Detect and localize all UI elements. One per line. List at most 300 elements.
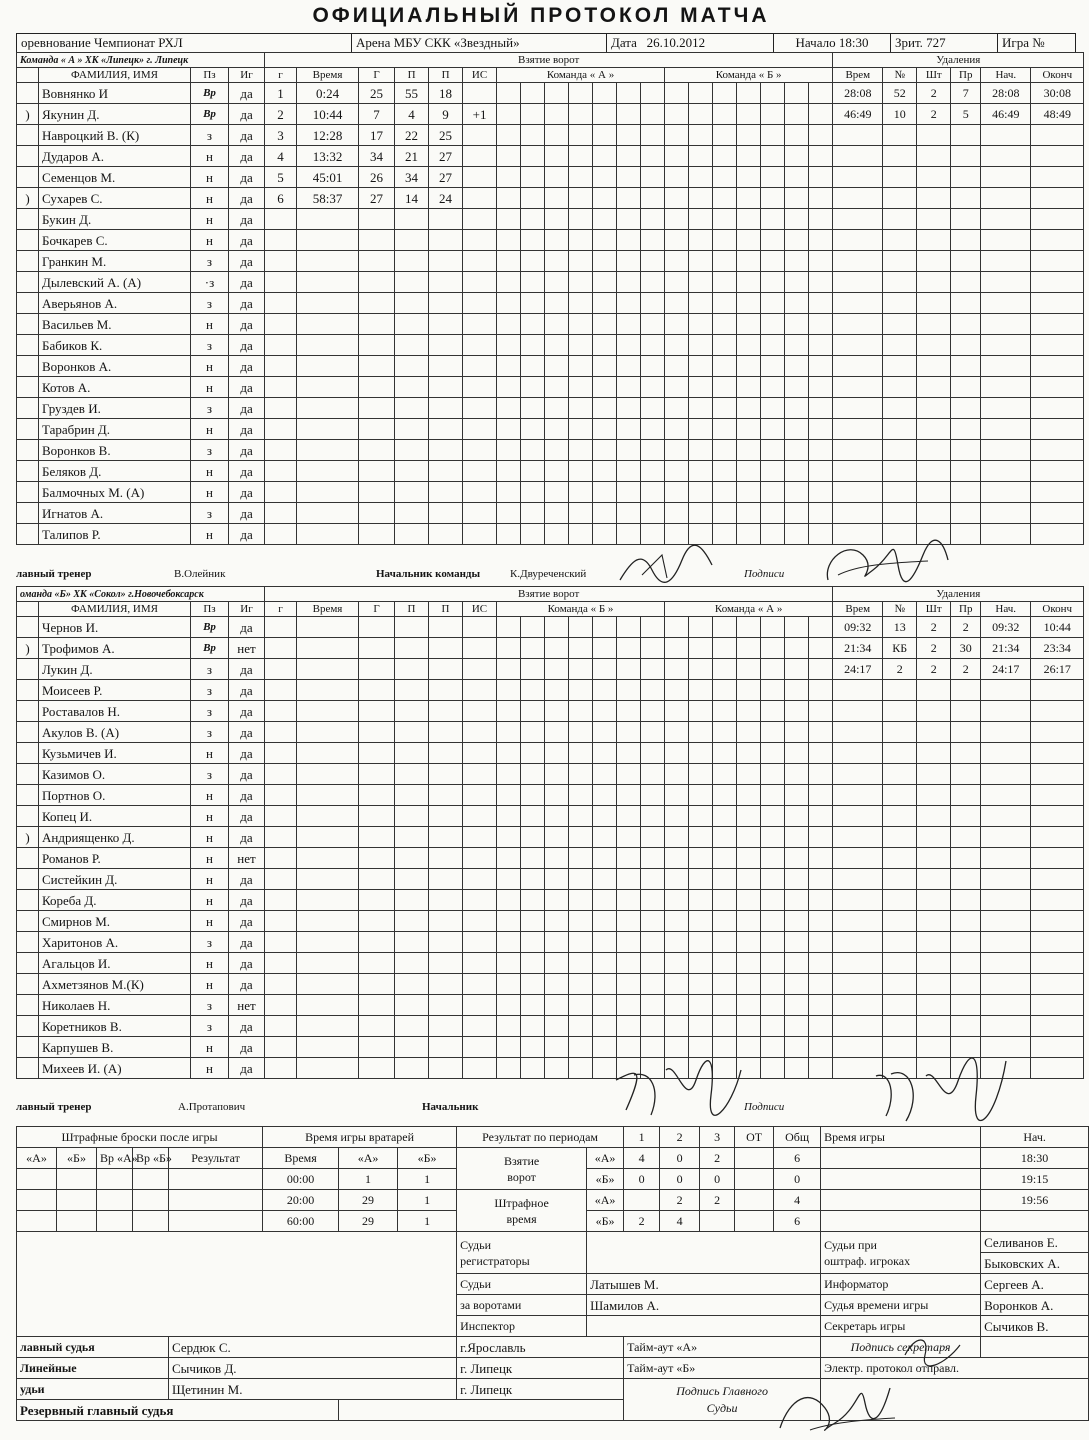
goals-a-total: 6 [774, 1148, 821, 1169]
goals-a-p3: 2 [700, 1148, 735, 1169]
player-plays: да [229, 398, 265, 419]
goal-scorer [359, 785, 395, 806]
match-summary [16, 1126, 1089, 1421]
assist-1-header: П [395, 602, 429, 617]
goal-time [297, 419, 359, 440]
lineup-cell [665, 104, 689, 125]
reserve-referee [339, 1400, 624, 1421]
player-name: Романов Р. [39, 848, 191, 869]
gametime-title: Время игры [821, 1127, 981, 1148]
penalty-start [981, 974, 1031, 995]
lineup-cell [809, 440, 833, 461]
lineup-cell [785, 974, 809, 995]
lineup-cell [785, 440, 809, 461]
penalty-reason [951, 869, 981, 890]
penalty-player [883, 764, 917, 785]
goal-assist-2 [429, 911, 463, 932]
penalty-minutes [917, 419, 951, 440]
penalty-start [981, 272, 1031, 293]
lineup-cell [737, 785, 761, 806]
goal-scorer [359, 1016, 395, 1037]
lineup-cell [617, 638, 641, 659]
lineup-cell [761, 503, 785, 524]
lineup-cell [545, 974, 569, 995]
goal-assist-1 [395, 356, 429, 377]
lineup-cell [593, 146, 617, 167]
lineup-cell [617, 911, 641, 932]
goal-assist-1 [395, 524, 429, 545]
goal-assist-2 [429, 869, 463, 890]
player-position: н [191, 869, 229, 890]
penalty-start [981, 482, 1031, 503]
lineup-cell [809, 806, 833, 827]
pbox-line1: Судьи при [824, 1237, 877, 1252]
pim-b-p3 [700, 1211, 735, 1232]
lineup-cell [809, 869, 833, 890]
period-2: 2 [660, 1127, 700, 1148]
lineup-cell [497, 1058, 521, 1079]
goal-time [297, 785, 359, 806]
lineup-cell [785, 209, 809, 230]
lineup-cell [761, 995, 785, 1016]
penalty-time [833, 167, 883, 188]
penalty-player [883, 146, 917, 167]
lineup-cell [761, 377, 785, 398]
lineup-cell [593, 701, 617, 722]
goal-assist-1 [395, 461, 429, 482]
player-row [17, 848, 1084, 869]
lineup-cell [713, 230, 737, 251]
lineup-cell [809, 377, 833, 398]
lineup-cell [569, 995, 593, 1016]
lineup-cell [545, 419, 569, 440]
goal-assist-2 [429, 314, 463, 335]
lineup-cell [545, 869, 569, 890]
player-name: Агальцов И. [39, 953, 191, 974]
lineup-cell [761, 83, 785, 104]
penalty-end [1031, 974, 1084, 995]
judges-reg-line2: регистраторы [460, 1253, 530, 1268]
shootout-col-gkb: Вр «Б» [133, 1148, 169, 1169]
lineup-cell [665, 722, 689, 743]
lineup-cell [809, 1058, 833, 1079]
goal-strength [463, 932, 497, 953]
penalty-minutes [917, 974, 951, 995]
lineup-cell [641, 638, 665, 659]
pim-b-p2: 4 [660, 1211, 700, 1232]
lineup-cell [785, 659, 809, 680]
goal-time [297, 974, 359, 995]
penalty-time: 09:32 [833, 617, 883, 638]
goal-assist-2 [429, 638, 463, 659]
period-1: 1 [624, 1127, 660, 1148]
goals-label-line1: Взятие [503, 1153, 540, 1168]
lineup-cell [713, 1016, 737, 1037]
goal-assist-1: 4 [395, 104, 429, 125]
player-position: н [191, 524, 229, 545]
goalie-title: Время игры вратарей [263, 1127, 457, 1148]
player-number [17, 848, 39, 869]
shootout-cell [97, 1169, 133, 1190]
lineup-cell [713, 701, 737, 722]
goal-assist-2 [429, 890, 463, 911]
penalty-end [1031, 167, 1084, 188]
player-number [17, 377, 39, 398]
lineup-cell [665, 503, 689, 524]
lineup-cell [521, 869, 545, 890]
player-plays: да [229, 461, 265, 482]
lineup-cell [761, 146, 785, 167]
lineup-cell [593, 398, 617, 419]
penalty-start [981, 356, 1031, 377]
goalie-a: 29 [339, 1190, 398, 1211]
player-number: ) [17, 638, 39, 659]
goals-b-total: 0 [774, 1169, 821, 1190]
goal-strength [463, 188, 497, 209]
lineup-cell [809, 974, 833, 995]
goal-assist-2 [429, 209, 463, 230]
goal-number [265, 995, 297, 1016]
lineup-cell [545, 83, 569, 104]
player-position: н [191, 146, 229, 167]
goal-scorer [359, 722, 395, 743]
secretary-signature-label: Подпись секретаря [821, 1337, 981, 1358]
penalty-reason [951, 848, 981, 869]
penalty-minutes [917, 680, 951, 701]
lineup-cell [641, 869, 665, 890]
lineup-cell [713, 848, 737, 869]
penalty-end [1031, 869, 1084, 890]
penalty-end [1031, 953, 1084, 974]
lineup-cell [737, 104, 761, 125]
player-number [17, 398, 39, 419]
lineup-cell [521, 932, 545, 953]
lineup-cell [617, 848, 641, 869]
penalty-end [1031, 890, 1084, 911]
lineup-cell [521, 503, 545, 524]
player-name: Воронков В. [39, 440, 191, 461]
lineup-cell [617, 440, 641, 461]
lineup-cell [641, 251, 665, 272]
player-number [17, 335, 39, 356]
player-name: Николаев Н. [39, 995, 191, 1016]
lineup-cell [497, 764, 521, 785]
secretary-label: Секретарь игры [821, 1316, 981, 1337]
lineup-cell [761, 659, 785, 680]
lineup-cell [593, 680, 617, 701]
goal-scorer: 7 [359, 104, 395, 125]
match-header [16, 33, 1076, 53]
lineup-cell [737, 764, 761, 785]
player-row [17, 377, 1084, 398]
player-plays: нет [229, 995, 265, 1016]
pim-a-p2: 2 [660, 1190, 700, 1211]
player-row [17, 785, 1084, 806]
player-name: Систейкин Д. [39, 869, 191, 890]
player-plays: да [229, 482, 265, 503]
lineup-cell [785, 482, 809, 503]
column-header-row [17, 602, 1084, 617]
goal-number [265, 1037, 297, 1058]
lineup-cell [641, 953, 665, 974]
lineup-cell [521, 482, 545, 503]
goal-scorer [359, 680, 395, 701]
player-plays: да [229, 524, 265, 545]
player-number [17, 314, 39, 335]
lineup-cell [569, 722, 593, 743]
penalty-start [981, 503, 1031, 524]
lineup-cell [809, 314, 833, 335]
lineup-cell [713, 356, 737, 377]
lineup-cell [545, 398, 569, 419]
goal-number [265, 251, 297, 272]
goal-number: 2 [265, 104, 297, 125]
lineup-cell [521, 125, 545, 146]
lineup-cell [689, 272, 713, 293]
lineup-cell [761, 848, 785, 869]
position-header: Пз [191, 68, 229, 83]
lineup-cell [497, 209, 521, 230]
lineup-cell [713, 659, 737, 680]
penalty-start [981, 188, 1031, 209]
strength-header: ИС [463, 68, 497, 83]
lineup-cell [761, 188, 785, 209]
lineup-cell [617, 974, 641, 995]
lineup-cell [593, 785, 617, 806]
lineup-cell [521, 314, 545, 335]
lineup-cell [569, 293, 593, 314]
player-plays: да [229, 953, 265, 974]
penalty-start [981, 701, 1031, 722]
linesman-2-city: г. Липецк [457, 1379, 624, 1400]
player-number [17, 251, 39, 272]
goal-assist-2 [429, 272, 463, 293]
lineup-cell [497, 188, 521, 209]
period-total: Общ [774, 1127, 821, 1148]
lineup-cell [521, 743, 545, 764]
penalty-start [981, 335, 1031, 356]
penalty-end [1031, 314, 1084, 335]
goal-number [265, 911, 297, 932]
lineup-cell [641, 83, 665, 104]
penalty-minutes: 2 [917, 104, 951, 125]
goal-scorer [359, 932, 395, 953]
penalty-reason: 30 [951, 638, 981, 659]
penalty-start [981, 167, 1031, 188]
lineup-cell [521, 377, 545, 398]
player-position: з [191, 932, 229, 953]
goal-strength [463, 764, 497, 785]
player-row [17, 419, 1084, 440]
player-name: Груздев И. [39, 398, 191, 419]
goal-assist-1 [395, 440, 429, 461]
lineup-cell [641, 659, 665, 680]
lineup-cell [545, 848, 569, 869]
player-row [17, 356, 1084, 377]
player-position: н [191, 785, 229, 806]
penalty-player [883, 680, 917, 701]
secretary: Сычиков В. [981, 1316, 1089, 1337]
goalie-b: 1 [398, 1169, 457, 1190]
penalty-end [1031, 230, 1084, 251]
player-row [17, 146, 1084, 167]
lineup-cell [545, 932, 569, 953]
lineup-cell [689, 932, 713, 953]
lineup-cell [665, 848, 689, 869]
signature-manager-a [612, 540, 722, 590]
player-number [17, 503, 39, 524]
player-position: з [191, 335, 229, 356]
player-number [17, 911, 39, 932]
shootout-cell [169, 1211, 263, 1232]
lineup-cell [737, 293, 761, 314]
lineup-cell [641, 848, 665, 869]
penalty-start: 46:49 [981, 104, 1031, 125]
lineup-cell [641, 167, 665, 188]
lineup-cell [665, 188, 689, 209]
lineup-cell [593, 827, 617, 848]
lineup-cell [713, 638, 737, 659]
goal-strength [463, 701, 497, 722]
goal-assist-1 [395, 743, 429, 764]
lineup-cell [569, 146, 593, 167]
goalie-b: 1 [398, 1190, 457, 1211]
player-plays: нет [229, 848, 265, 869]
lineup-cell [761, 701, 785, 722]
lineup-cell [809, 911, 833, 932]
goal-assist-2 [429, 356, 463, 377]
goal-assist-2 [429, 461, 463, 482]
lineup-cell [809, 932, 833, 953]
player-plays: да [229, 314, 265, 335]
player-position: з [191, 764, 229, 785]
lineup-cell [497, 146, 521, 167]
lineup-cell [785, 356, 809, 377]
penalty-start: 09:32 [981, 617, 1031, 638]
penalty-reason [951, 743, 981, 764]
lineup-cell [761, 1037, 785, 1058]
goal-assist-1 [395, 1058, 429, 1079]
lineup-cell [713, 188, 737, 209]
player-number [17, 146, 39, 167]
goal-assist-2 [429, 617, 463, 638]
lineup-cell [641, 995, 665, 1016]
penalty-end [1031, 848, 1084, 869]
manager-name: К.Двуреченский [510, 568, 587, 580]
player-row [17, 701, 1084, 722]
goal-number [265, 230, 297, 251]
goal-number [265, 638, 297, 659]
penalty-end [1031, 272, 1084, 293]
lineup-cell [521, 272, 545, 293]
player-number [17, 617, 39, 638]
goal-time [297, 482, 359, 503]
player-row [17, 440, 1084, 461]
lineup-cell [497, 680, 521, 701]
penalty-time [833, 335, 883, 356]
lineup-cell [521, 911, 545, 932]
goal-time [297, 701, 359, 722]
goal-assist-2 [429, 722, 463, 743]
penalty-minutes [917, 785, 951, 806]
goal-assist-1 [395, 974, 429, 995]
lineup-cell [641, 974, 665, 995]
lineup-cell [569, 659, 593, 680]
goal-assist-2 [429, 398, 463, 419]
shootout-cell [133, 1190, 169, 1211]
player-plays: да [229, 419, 265, 440]
lineup-cell [545, 722, 569, 743]
lineup-cell [521, 659, 545, 680]
lineup-cell [785, 293, 809, 314]
lineup-cell [761, 272, 785, 293]
signature-label: Подписи [744, 1101, 785, 1113]
lineup-cell [569, 251, 593, 272]
goal-scorer [359, 230, 395, 251]
penalty-start [981, 827, 1031, 848]
player-position: Вр [191, 638, 229, 659]
player-position: з [191, 251, 229, 272]
player-row [17, 461, 1084, 482]
lineup-cell [617, 230, 641, 251]
lineup-cell [617, 461, 641, 482]
player-position: з [191, 440, 229, 461]
player-position: н [191, 314, 229, 335]
lineup-cell [809, 890, 833, 911]
coach-label: лавный тренер [16, 1101, 92, 1113]
lineup-cell [569, 1016, 593, 1037]
lineup-cell [641, 188, 665, 209]
lineup-cell [665, 83, 689, 104]
player-name: Андриященко Д. [39, 827, 191, 848]
player-number [17, 764, 39, 785]
player-name: Дударов А. [39, 146, 191, 167]
penalty-player [883, 356, 917, 377]
goal-scorer [359, 335, 395, 356]
goal-strength [463, 125, 497, 146]
shootout-cell [17, 1169, 57, 1190]
lineup-cell [761, 209, 785, 230]
lineup-cell [713, 272, 737, 293]
goal-time-header: Время [297, 602, 359, 617]
lineup-cell [761, 638, 785, 659]
penalty-reason [951, 293, 981, 314]
goal-time [297, 209, 359, 230]
player-plays: да [229, 125, 265, 146]
lineup-cell [785, 146, 809, 167]
player-name: Харитонов А. [39, 932, 191, 953]
goal-assist-2 [429, 743, 463, 764]
goal-assist-1 [395, 638, 429, 659]
penalty-time [833, 974, 883, 995]
timekeeper-label: Судья времени игры [821, 1295, 981, 1316]
player-name: Навроцкий В. (К) [39, 125, 191, 146]
penalty-reason [951, 890, 981, 911]
goal-number: 5 [265, 167, 297, 188]
lineup-cell [593, 230, 617, 251]
lineup-cell [737, 188, 761, 209]
lineup-cell [689, 251, 713, 272]
lineup-cell [617, 1016, 641, 1037]
lineup-cell [761, 398, 785, 419]
pim-a-ot [735, 1190, 774, 1211]
goal-time [297, 869, 359, 890]
lineup-cell [737, 680, 761, 701]
lineup-cell [521, 890, 545, 911]
lineup-cell [785, 1037, 809, 1058]
player-row [17, 995, 1084, 1016]
goal-assist-1 [395, 701, 429, 722]
